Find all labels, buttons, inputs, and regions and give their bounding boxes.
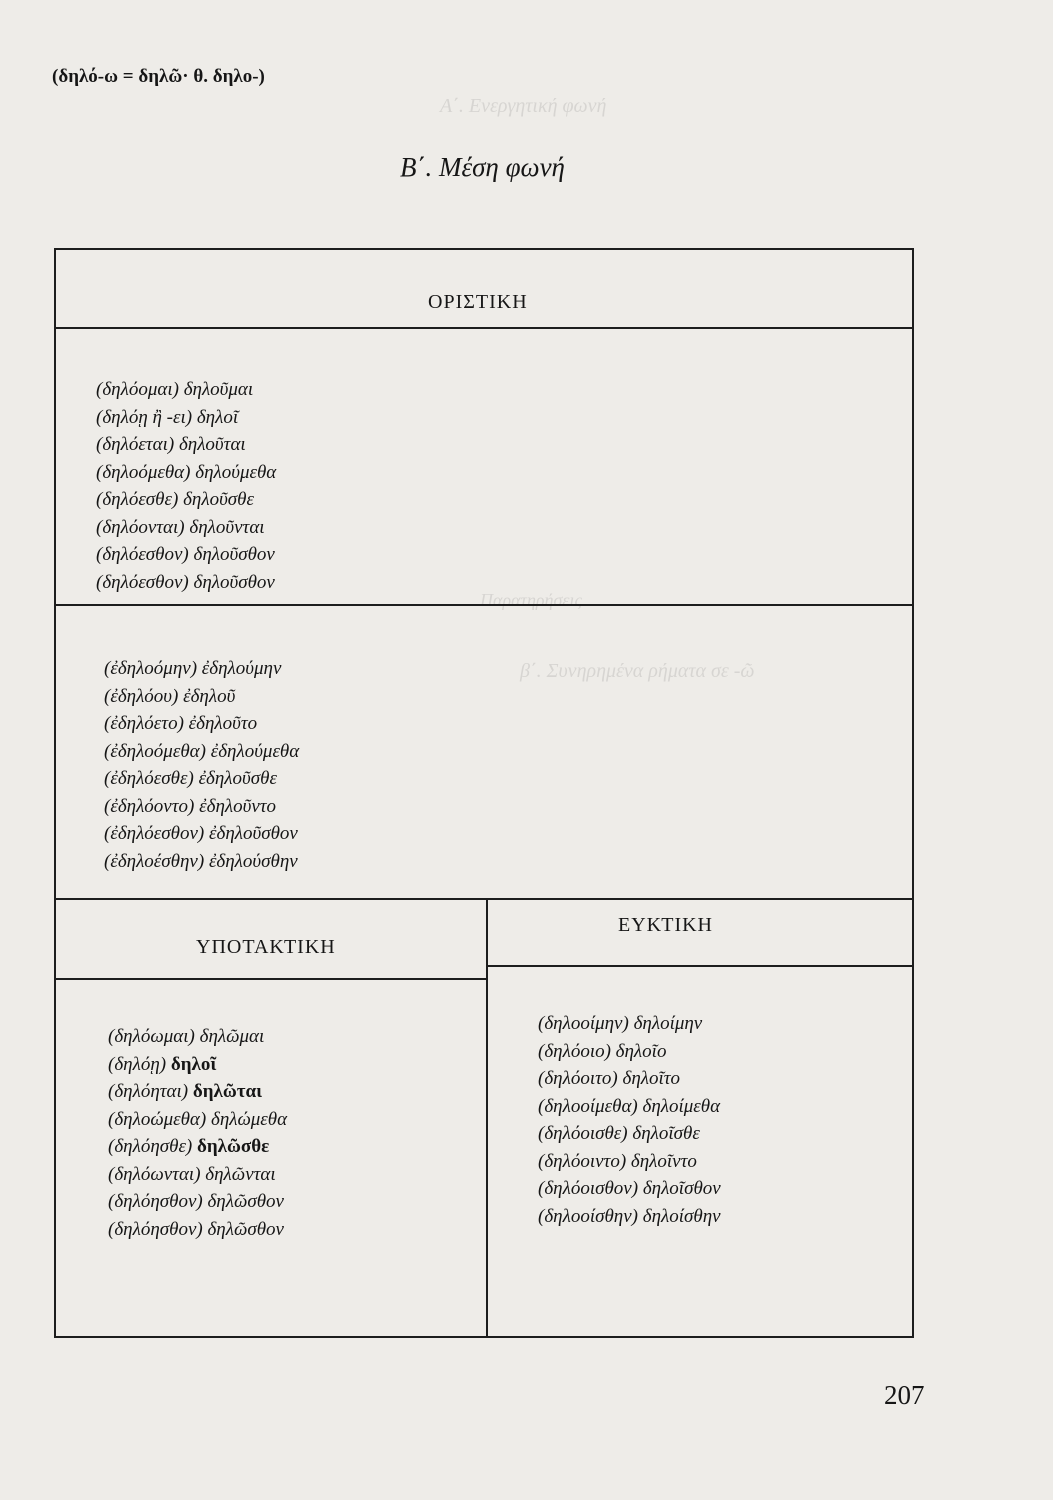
list-item: (δηλόησθον) δηλῶσθον	[108, 1218, 284, 1240]
list-item: (δηλοοίμην) δηλοίμην	[538, 1013, 703, 1034]
optative-list	[538, 1010, 721, 1230]
list-item: (δηλοοίσθην) δηλοίσθην	[538, 1205, 721, 1227]
conjugation-table	[54, 248, 914, 1338]
indicative-imperfect-list	[104, 655, 299, 875]
list-item: (δηλόοισθε) δηλοῖσθε	[538, 1123, 700, 1144]
indicative-present-list	[96, 376, 276, 596]
list-item: (ἐδηλοόμεθα) ἐδηλούμεθα	[104, 740, 300, 762]
list-item: (δηλόοιτο) δηλοῖτο	[538, 1068, 681, 1089]
verb-header: (δηλό-ω = δηλῶ· θ. δηλο-)	[52, 66, 265, 87]
list-item: (δηλόησθε) δηλῶσθε	[108, 1136, 270, 1157]
list-item: (ἐδηλόεσθον) ἐδηλοῦσθον	[104, 823, 298, 844]
table-divider	[56, 604, 912, 606]
list-item: (δηλόῃ ἢ -ει) δηλοῖ	[96, 406, 239, 428]
list-item: (δηλόεται) δηλοῦται	[96, 434, 246, 455]
list-item: (δηλόομαι) δηλοῦμαι	[96, 379, 254, 400]
show-through-text: β΄. Συνηρημένα ρήματα σε -ῶ	[520, 660, 755, 682]
list-item: (ἐδηλόετο) ἐδηλοῦτο	[104, 713, 258, 734]
list-item: (δηλόονται) δηλοῦνται	[96, 516, 265, 538]
list-item: (δηλόοισθον) δηλοῖσθον	[538, 1178, 721, 1199]
subjunctive-list	[108, 1023, 287, 1243]
list-item: (δηλόῃ) δηλοῖ	[108, 1053, 217, 1075]
list-item: (ἐδηλοόμην) ἐδηλούμην	[104, 658, 282, 679]
list-item: (δηλόοιντο) δηλοῖντο	[538, 1150, 697, 1172]
show-through-text: Παρατηρήσεις	[480, 590, 582, 610]
list-item: (δηλόηται) δηλῶται	[108, 1081, 263, 1102]
list-item: (ἐδηλόου) ἐδηλοῦ	[104, 685, 236, 707]
list-item: (δηλοοίμεθα) δηλοίμεθα	[538, 1095, 721, 1117]
list-item: (δηλόεσθε) δηλοῦσθε	[96, 489, 254, 510]
table-divider	[486, 898, 488, 1338]
section-title: Β΄. Μέση φωνή	[400, 152, 565, 182]
list-item: (δηλόεσθον) δηλοῦσθον	[96, 571, 275, 593]
list-item: (δηλόωνται) δηλῶνται	[108, 1163, 276, 1185]
list-item: (δηλόεσθον) δηλοῦσθον	[96, 544, 275, 565]
list-item: (ἐδηλόοντο) ἐδηλοῦντο	[104, 795, 277, 817]
indicative-heading: ΟΡΙΣΤΙΚΗ	[428, 291, 528, 313]
list-item: (δηλόοιο) δηλοῖο	[538, 1040, 667, 1062]
subjunctive-heading: ΥΠΟΤΑΚΤΙΚΗ	[196, 936, 336, 958]
show-through-text: Α΄. Ενεργητική φωνή	[440, 95, 607, 117]
optative-heading: ΕΥΚΤΙΚΗ	[618, 914, 713, 936]
list-item: (δηλοώμεθα) δηλώμεθα	[108, 1108, 288, 1130]
list-item: (δηλόωμαι) δηλῶμαι	[108, 1026, 265, 1047]
table-divider	[56, 898, 912, 900]
list-item: (δηλοόμεθα) δηλούμεθα	[96, 461, 277, 483]
table-divider	[56, 327, 912, 329]
list-item: (ἐδηλόεσθε) ἐδηλοῦσθε	[104, 768, 277, 789]
list-item: (δηλόησθον) δηλῶσθον	[108, 1191, 284, 1212]
page-number: 207	[884, 1380, 925, 1410]
table-divider	[56, 978, 486, 980]
table-divider	[486, 965, 912, 967]
list-item: (ἐδηλοέσθην) ἐδηλούσθην	[104, 850, 298, 872]
